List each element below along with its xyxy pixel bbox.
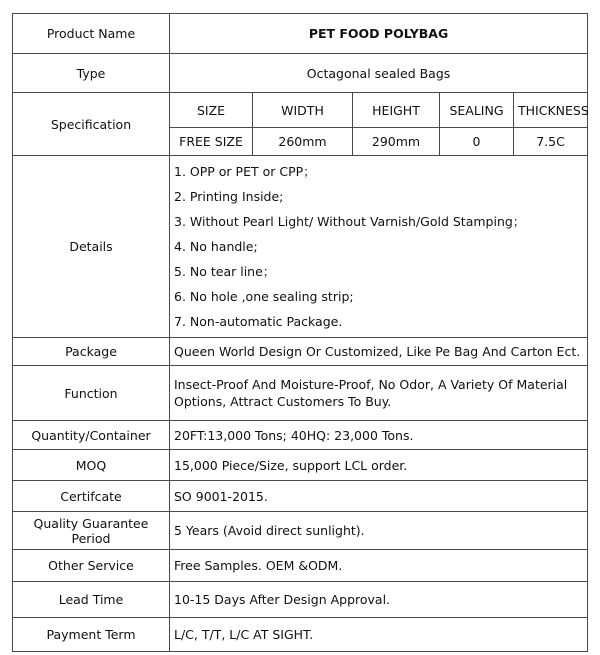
spec-value-height: 290mm [353, 128, 440, 156]
spec-value-sealing: 0 [440, 128, 514, 156]
spec-header-height: HEIGHT [353, 93, 440, 128]
details-item: 5. No tear line； [174, 264, 276, 279]
package-label: Package [13, 338, 170, 366]
row-quantity [13, 421, 588, 450]
quality-guarantee-label-line2: Period [71, 530, 111, 546]
certificate-value: SO 9001-2015. [170, 481, 588, 512]
spec-header-thickness: THICKNESS [514, 93, 588, 128]
details-item: 6. No hole ,one sealing strip; [174, 289, 354, 304]
quantity-value: 20FT:13,000 Tons; 40HQ: 23,000 Tons. [170, 421, 588, 450]
row-type [13, 54, 588, 93]
spec-value-size: FREE SIZE [170, 128, 253, 156]
row-payment-term [13, 618, 588, 652]
quality-guarantee-label-line1: Quality Guarantee [33, 515, 149, 531]
details-item: 1. OPP or PET or CPP； [174, 164, 316, 179]
spec-header-width: WIDTH [253, 93, 353, 128]
row-certificate [13, 481, 588, 512]
spec-header-size: SIZE [170, 93, 253, 128]
product-name-label: Product Name [13, 14, 170, 54]
specification-label: Specification [13, 93, 170, 156]
moq-label: MOQ [13, 450, 170, 481]
certificate-label: Certifcate [13, 481, 170, 512]
details-list [170, 156, 588, 338]
details-item: 2. Printing Inside; [174, 189, 284, 204]
details-label: Details [13, 156, 170, 338]
row-function [13, 366, 588, 421]
lead-time-label: Lead Time [13, 582, 170, 618]
other-service-value: Free Samples. OEM &ODM. [170, 550, 588, 582]
lead-time-value: 10-15 Days After Design Approval. [170, 582, 588, 618]
row-lead-time [13, 582, 588, 618]
details-item: 7. Non-automatic Package. [174, 314, 343, 329]
type-value: Octagonal sealed Bags [170, 54, 588, 93]
quantity-label: Quantity/Container [13, 421, 170, 450]
row-details [13, 156, 588, 338]
function-value: Insect-Proof And Moisture-Proof, No Odor, A Variety Of Material Options, Attract Customers To Buy. [170, 366, 588, 421]
quality-guarantee-value: 5 Years (Avoid direct sunlight). [170, 512, 588, 550]
product-spec-table [12, 13, 588, 652]
moq-value: 15,000 Piece/Size, support LCL order. [170, 450, 588, 481]
row-package [13, 338, 588, 366]
spec-value-thickness: 7.5C [514, 128, 588, 156]
details-item: 4. No handle; [174, 239, 258, 254]
spec-value-width: 260mm [253, 128, 353, 156]
row-specification-header [13, 93, 588, 128]
other-service-label: Other Service [13, 550, 170, 582]
row-moq [13, 450, 588, 481]
payment-term-label: Payment Term [13, 618, 170, 652]
package-value: Queen World Design Or Customized, Like Pe Bag And Carton Ect. [170, 338, 588, 366]
row-other-service [13, 550, 588, 582]
function-label: Function [13, 366, 170, 421]
details-item: 3. Without Pearl Light/ Without Varnish/Gold Stamping； [174, 214, 526, 229]
type-label: Type [13, 54, 170, 93]
row-product-name [13, 14, 588, 54]
product-name-value: PET FOOD POLYBAG [170, 14, 588, 54]
row-quality-guarantee [13, 512, 588, 550]
spec-header-sealing: SEALING [440, 93, 514, 128]
quality-guarantee-label [13, 512, 170, 550]
payment-term-value: L/C, T/T, L/C AT SIGHT. [170, 618, 588, 652]
